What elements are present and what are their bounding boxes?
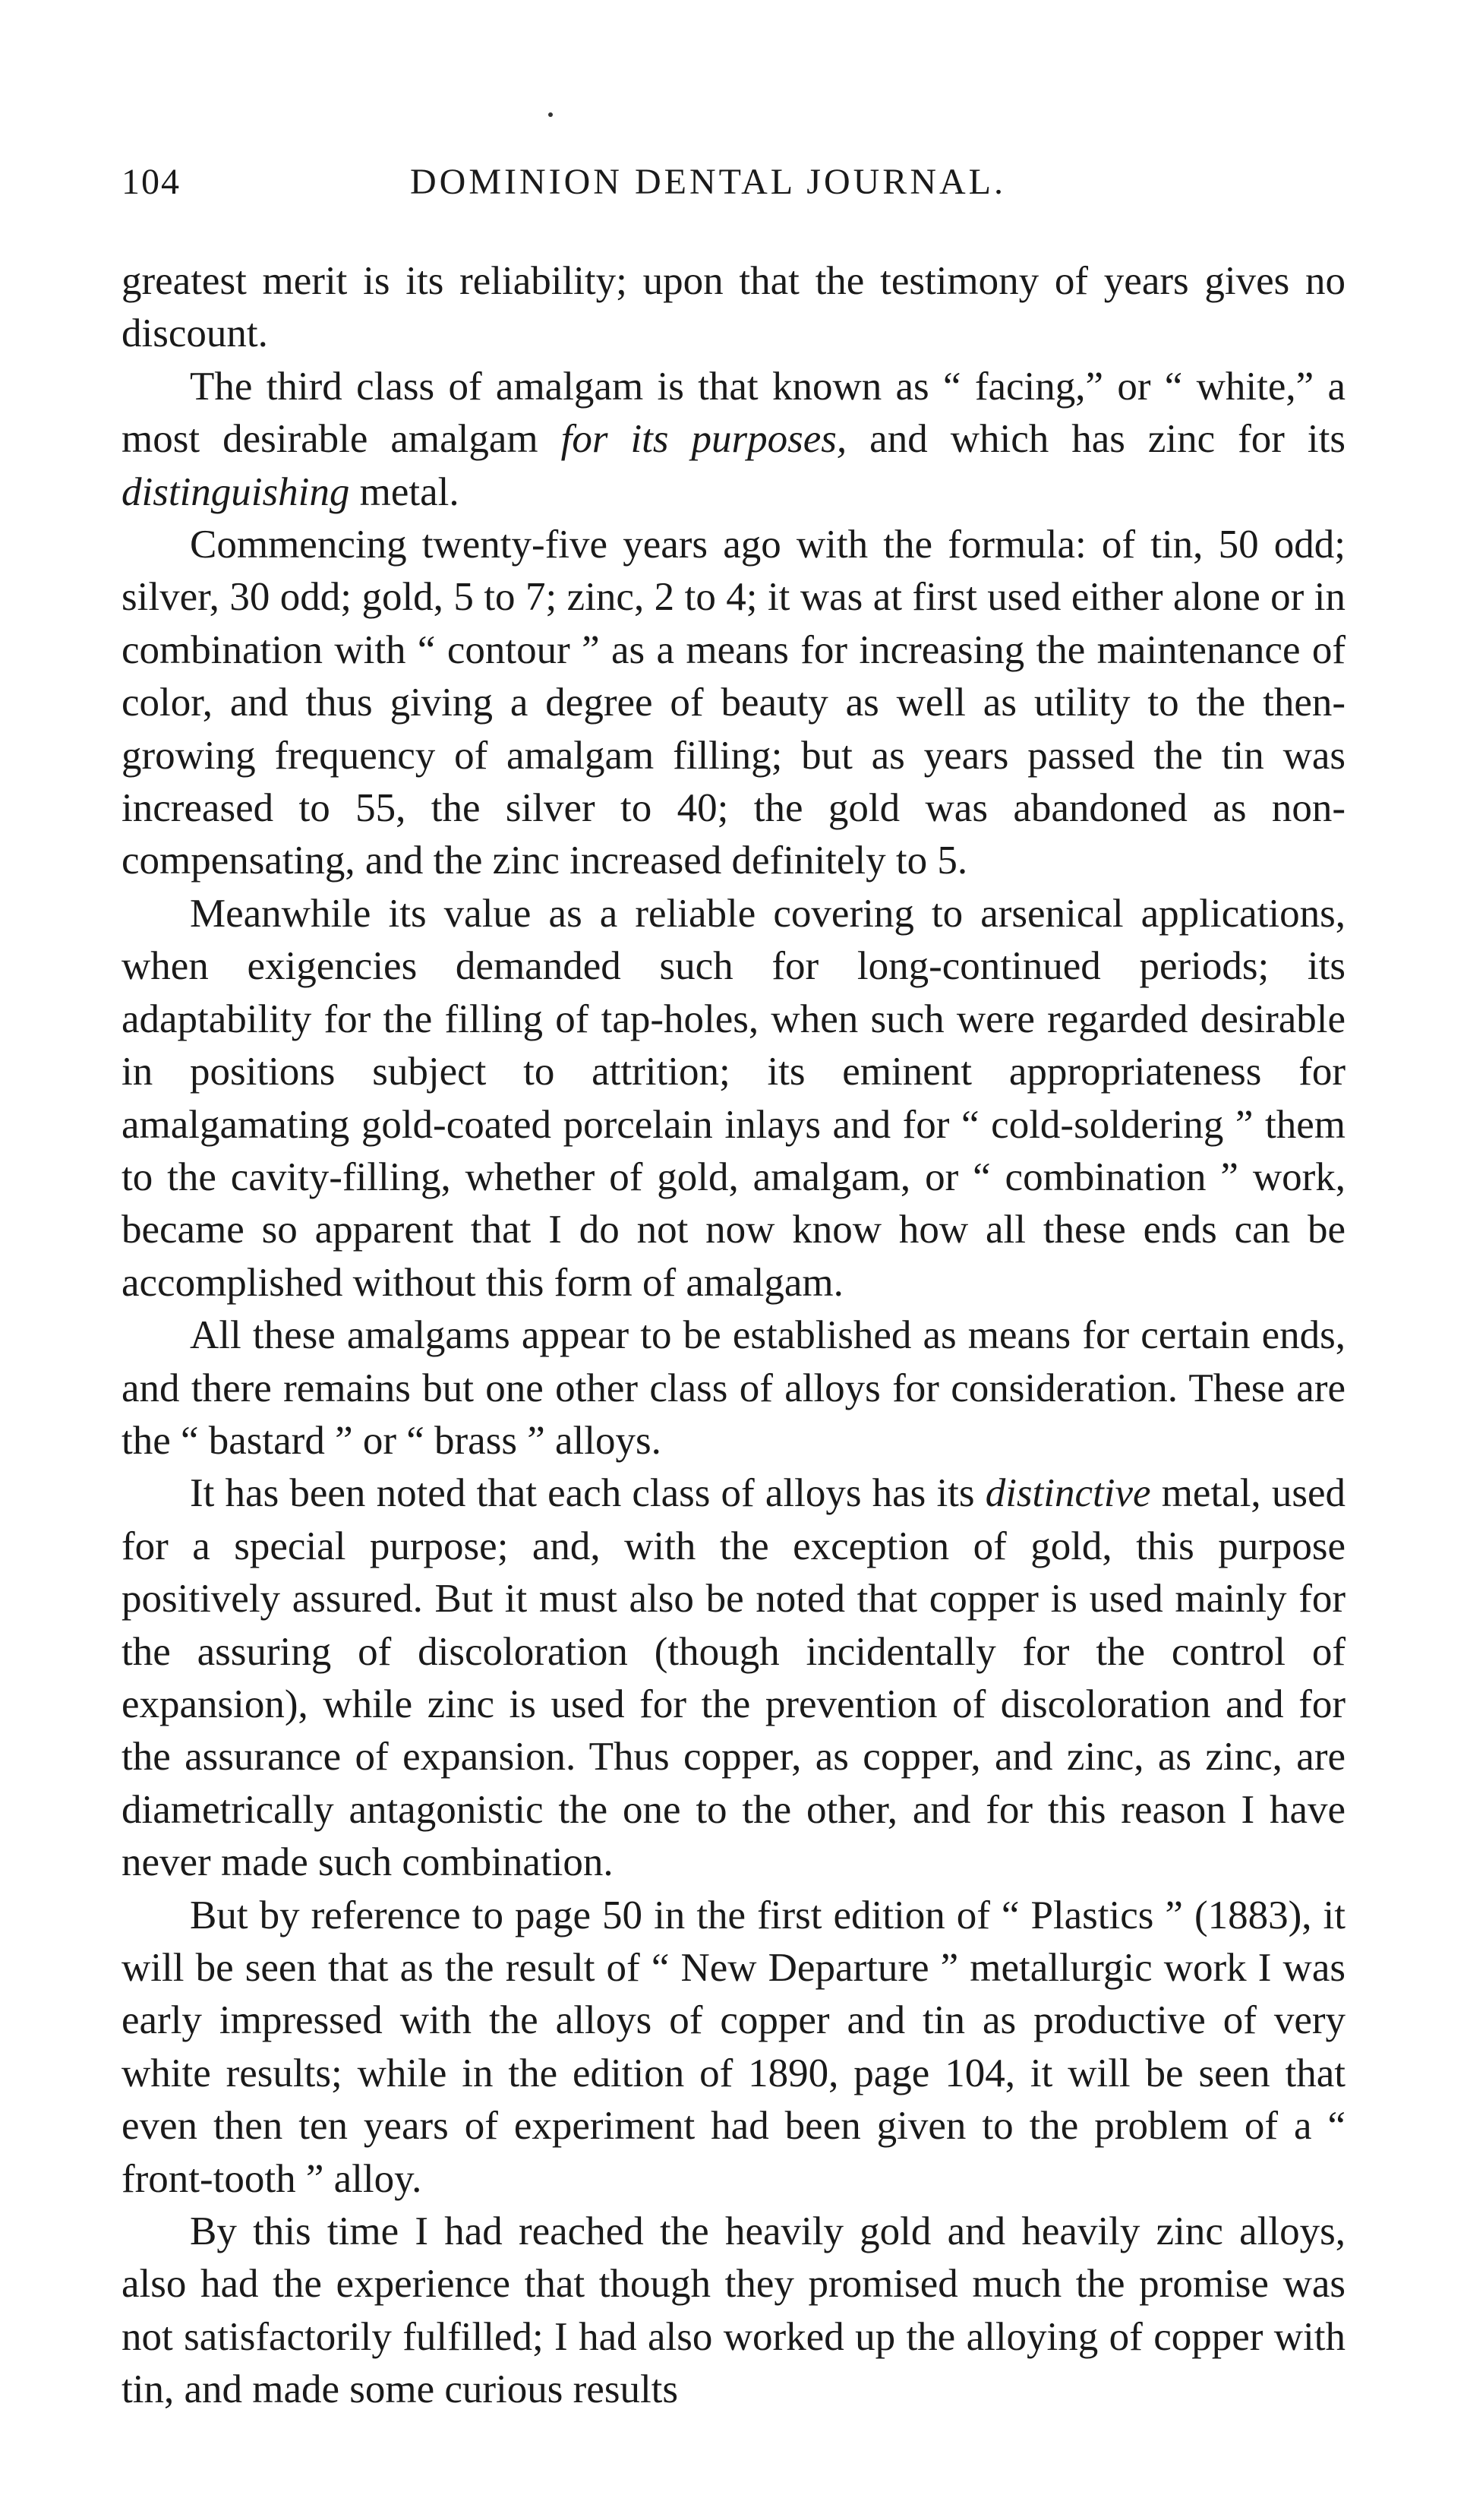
text-run: The third class of amalgam is that known as “ facing,” or “ white,” a most desirable amalgam bbox=[121, 364, 1346, 462]
text-run: metal, used for a special purpose; and, with the exception of gold, this purpose positively assured. But it must also be noted that copper is used mainly for the assuring of discoloration (though incidentally for the control of expansion), while zinc is used for the prevention of discoloration and for the assurance of expansion. Thus copper, as copper, and zinc, as zinc, are diametrically antagonistic the one to the other, and for this reason I have never made such combination. bbox=[121, 1471, 1346, 1885]
article-body bbox=[121, 255, 1346, 2417]
text-run: Commencing twenty-five years ago with the formula: of tin, 50 odd; silver, 30 odd; gold, 5 to 7; zinc, 2 to 4; it was at first used either alone or in combination with “ contour ” as a means for increasing the maintenance of color, and thus giving a degree of beauty as well as utility to the then-growing frequency of amalgam filling; but as years passed the tin was increased to 55, the silver to 40; the gold was abandoned as non-compensating, and the zinc increased definitely to 5. bbox=[121, 523, 1346, 883]
italic-phrase: distinguishing bbox=[121, 469, 350, 514]
text-run: Meanwhile its value as a reliable covering to arsenical applications, when exigencies demanded such for long-continued periods; its adaptability for the filling of tap-holes, when such were regarded desirable in positions subject to attrition; its eminent appropriateness for amalgamating gold-coated porcelain inlays and for “ cold-soldering ” them to the cavity-filling, whether of gold, amalgam, or “ combination ” work, became so apparent that I do not now know how all these ends can be accomplished without this form of amalgam. bbox=[121, 891, 1346, 1305]
paragraph-p8 bbox=[121, 2206, 1346, 2417]
paragraph-p5 bbox=[121, 1309, 1346, 1467]
text-run: metal. bbox=[349, 469, 459, 514]
text-run: By this time I had reached the heavily gold and heavily zinc alloys, also had the experience that though they promised much the promise was not satisfactorily fulfilled; I had also worked up the alloying of copper with tin, and made some curious results bbox=[121, 2209, 1346, 2412]
text-run: and which has zinc for its bbox=[847, 417, 1346, 462]
text-run: All these amalgams appear to be established as means for certain ends, and there remains but one other class of alloys for consideration. These are the “ bastard ” or “ brass ” alloys. bbox=[121, 1313, 1346, 1463]
paragraph-p7 bbox=[121, 1890, 1346, 2206]
italic-phrase: distinctive bbox=[985, 1471, 1151, 1516]
text-run: greatest merit is its reliability; upon that the testimony of years gives no discount. bbox=[121, 259, 1346, 356]
paragraph-p2 bbox=[121, 361, 1346, 519]
text-run: But by reference to page 50 in the first edition of “ Plastics ” (1883), it will be seen that as the result of “ New Departure ” metallurgic work I was early impressed with the alloys of copper and tin as productive of very white results; while in the edition of 1890, page 104, it will be seen that even then ten years of experiment had been given to the problem of a “ front-tooth ” alloy. bbox=[121, 1893, 1346, 2201]
ink-speck bbox=[548, 112, 553, 117]
journal-title: DOMINION DENTAL JOURNAL. bbox=[410, 162, 1006, 202]
running-head bbox=[121, 161, 1346, 222]
italic-phrase: for its purposes, bbox=[560, 417, 847, 462]
text-run: It has been noted that each class of alloys has its bbox=[190, 1471, 986, 1516]
paragraph-p4 bbox=[121, 888, 1346, 1309]
paragraph-p6 bbox=[121, 1467, 1346, 1889]
page-number: 104 bbox=[121, 162, 181, 202]
paragraph-p1 bbox=[121, 255, 1346, 361]
paragraph-p3 bbox=[121, 519, 1346, 888]
